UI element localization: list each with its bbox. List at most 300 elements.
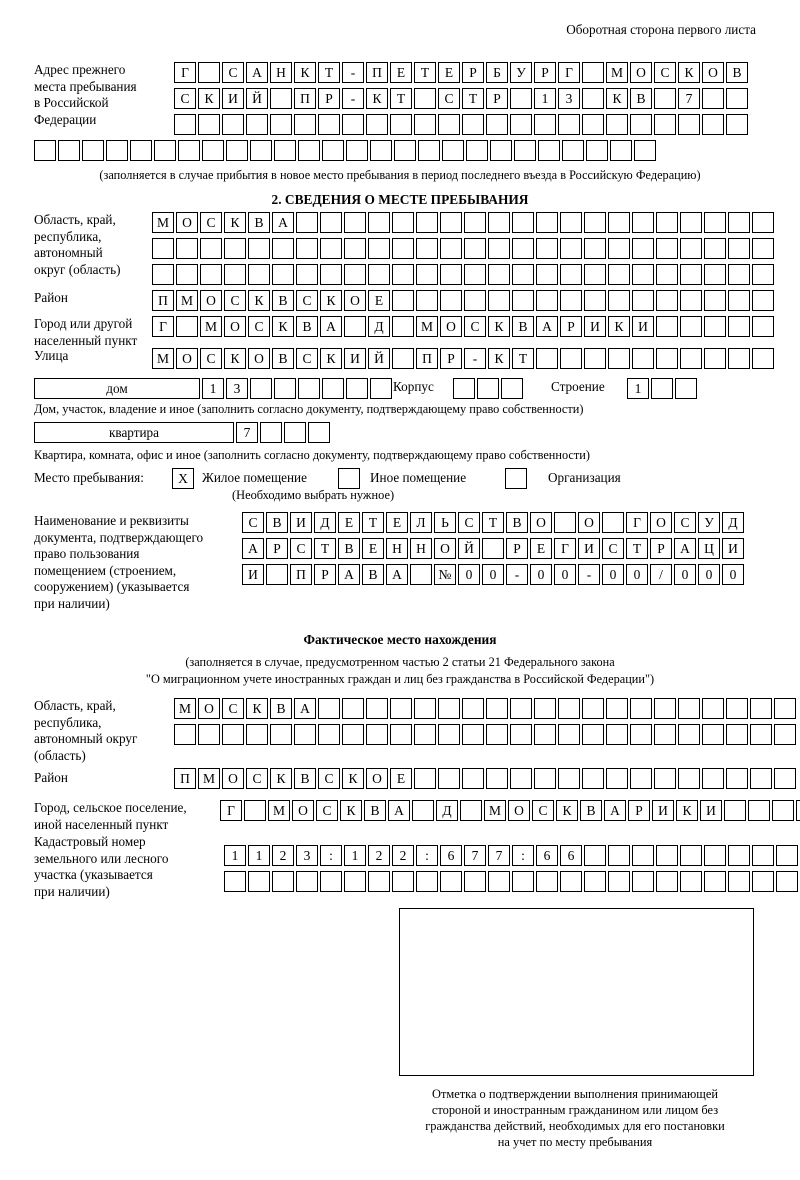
form-cell[interactable]: О: [198, 698, 220, 719]
form-cell[interactable]: У: [510, 62, 532, 83]
form-cell[interactable]: [560, 871, 582, 892]
form-cell[interactable]: [318, 698, 340, 719]
form-cell[interactable]: [654, 698, 676, 719]
form-cell[interactable]: -: [506, 564, 528, 585]
form-cell[interactable]: [198, 114, 220, 135]
form-cell[interactable]: [724, 800, 746, 821]
form-cell[interactable]: Д: [436, 800, 458, 821]
form-cell[interactable]: [510, 724, 532, 745]
form-cell[interactable]: [320, 871, 342, 892]
form-cell[interactable]: [774, 698, 796, 719]
form-cell[interactable]: Р: [314, 564, 336, 585]
form-cell[interactable]: [630, 768, 652, 789]
form-cell[interactable]: [272, 264, 294, 285]
form-cell[interactable]: 0: [530, 564, 552, 585]
form-cell[interactable]: Ь: [434, 512, 456, 533]
form-cell[interactable]: [392, 212, 414, 233]
form-cell[interactable]: С: [532, 800, 554, 821]
form-cell[interactable]: [608, 238, 630, 259]
form-cell[interactable]: К: [488, 316, 510, 337]
form-cell[interactable]: О: [292, 800, 314, 821]
form-cell[interactable]: Е: [390, 768, 412, 789]
form-cell[interactable]: С: [222, 698, 244, 719]
form-cell[interactable]: Е: [390, 62, 412, 83]
form-cell[interactable]: Н: [270, 62, 292, 83]
form-cell[interactable]: [320, 212, 342, 233]
form-cell[interactable]: А: [242, 538, 264, 559]
form-cell[interactable]: В: [362, 564, 384, 585]
form-cell[interactable]: [678, 114, 700, 135]
form-cell[interactable]: [702, 698, 724, 719]
form-cell[interactable]: Л: [410, 512, 432, 533]
form-cell[interactable]: [198, 724, 220, 745]
form-cell[interactable]: [490, 140, 512, 161]
form-cell[interactable]: О: [434, 538, 456, 559]
form-cell[interactable]: [392, 264, 414, 285]
flat-cells[interactable]: [236, 422, 332, 443]
form-cell[interactable]: Р: [534, 62, 556, 83]
form-cell[interactable]: [440, 264, 462, 285]
form-cell[interactable]: [462, 768, 484, 789]
form-cell[interactable]: А: [536, 316, 558, 337]
form-cell[interactable]: К: [246, 698, 268, 719]
form-cell[interactable]: [678, 698, 700, 719]
form-cell[interactable]: С: [438, 88, 460, 109]
form-cell[interactable]: [477, 378, 499, 399]
form-cell[interactable]: [512, 238, 534, 259]
form-cell[interactable]: [344, 264, 366, 285]
form-cell[interactable]: [272, 871, 294, 892]
form-cell[interactable]: [584, 845, 606, 866]
form-cell[interactable]: [438, 698, 460, 719]
form-cell[interactable]: [510, 698, 532, 719]
document-row-1[interactable]: [242, 512, 746, 533]
form-cell[interactable]: С: [242, 512, 264, 533]
form-cell[interactable]: К: [676, 800, 698, 821]
form-cell[interactable]: [582, 724, 604, 745]
form-cell[interactable]: [582, 114, 604, 135]
form-cell[interactable]: 7: [678, 88, 700, 109]
form-cell[interactable]: [608, 348, 630, 369]
form-cell[interactable]: 3: [296, 845, 318, 866]
form-cell[interactable]: [632, 871, 654, 892]
form-cell[interactable]: [560, 264, 582, 285]
form-cell[interactable]: [416, 264, 438, 285]
form-cell[interactable]: [630, 698, 652, 719]
form-cell[interactable]: [438, 768, 460, 789]
form-cell[interactable]: [266, 564, 288, 585]
form-cell[interactable]: [344, 238, 366, 259]
form-cell[interactable]: Г: [626, 512, 648, 533]
form-cell[interactable]: [154, 140, 176, 161]
form-cell[interactable]: [776, 845, 798, 866]
form-cell[interactable]: [248, 871, 270, 892]
form-cell[interactable]: А: [294, 698, 316, 719]
form-cell[interactable]: Г: [558, 62, 580, 83]
form-cell[interactable]: В: [248, 212, 270, 233]
form-cell[interactable]: [414, 724, 436, 745]
form-cell[interactable]: [536, 264, 558, 285]
form-cell[interactable]: [270, 724, 292, 745]
form-cell[interactable]: Г: [152, 316, 174, 337]
form-cell[interactable]: [702, 88, 724, 109]
form-cell[interactable]: А: [386, 564, 408, 585]
cadastral-row-1[interactable]: [224, 845, 800, 866]
form-cell[interactable]: [772, 800, 794, 821]
form-cell[interactable]: А: [272, 212, 294, 233]
form-cell[interactable]: Й: [458, 538, 480, 559]
form-cell[interactable]: Г: [554, 538, 576, 559]
form-cell[interactable]: В: [630, 88, 652, 109]
form-cell[interactable]: [512, 290, 534, 311]
form-cell[interactable]: [610, 140, 632, 161]
form-cell[interactable]: [558, 724, 580, 745]
form-cell[interactable]: В: [294, 768, 316, 789]
actual-city-row[interactable]: [220, 800, 800, 821]
form-cell[interactable]: О: [702, 62, 724, 83]
form-cell[interactable]: [726, 114, 748, 135]
form-cell[interactable]: [680, 871, 702, 892]
form-cell[interactable]: С: [464, 316, 486, 337]
form-cell[interactable]: [464, 290, 486, 311]
form-cell[interactable]: [270, 114, 292, 135]
form-cell[interactable]: О: [530, 512, 552, 533]
form-cell[interactable]: [752, 316, 774, 337]
form-cell[interactable]: [370, 378, 392, 399]
form-cell[interactable]: И: [652, 800, 674, 821]
stamp-box[interactable]: [399, 908, 754, 1076]
form-cell[interactable]: Д: [722, 512, 744, 533]
form-cell[interactable]: [584, 238, 606, 259]
form-cell[interactable]: Г: [220, 800, 242, 821]
form-cell[interactable]: [414, 768, 436, 789]
form-cell[interactable]: [152, 264, 174, 285]
form-cell[interactable]: :: [320, 845, 342, 866]
form-cell[interactable]: Р: [560, 316, 582, 337]
form-cell[interactable]: :: [416, 845, 438, 866]
form-cell[interactable]: [438, 724, 460, 745]
form-cell[interactable]: С: [458, 512, 480, 533]
form-cell[interactable]: [174, 724, 196, 745]
form-cell[interactable]: [702, 768, 724, 789]
house-cells[interactable]: [202, 378, 394, 399]
form-cell[interactable]: [538, 140, 560, 161]
form-cell[interactable]: [704, 264, 726, 285]
form-cell[interactable]: [752, 871, 774, 892]
form-cell[interactable]: [390, 114, 412, 135]
form-cell[interactable]: В: [580, 800, 602, 821]
form-cell[interactable]: К: [224, 212, 246, 233]
form-cell[interactable]: 1: [534, 88, 556, 109]
form-cell[interactable]: [608, 290, 630, 311]
form-cell[interactable]: К: [340, 800, 362, 821]
form-cell[interactable]: Р: [628, 800, 650, 821]
form-cell[interactable]: [320, 264, 342, 285]
form-cell[interactable]: :: [512, 845, 534, 866]
form-cell[interactable]: Й: [246, 88, 268, 109]
form-cell[interactable]: О: [176, 348, 198, 369]
form-cell[interactable]: Р: [440, 348, 462, 369]
form-cell[interactable]: [486, 698, 508, 719]
form-cell[interactable]: [342, 698, 364, 719]
form-cell[interactable]: О: [508, 800, 530, 821]
form-cell[interactable]: [776, 871, 798, 892]
form-cell[interactable]: [342, 724, 364, 745]
form-cell[interactable]: И: [242, 564, 264, 585]
form-cell[interactable]: [608, 871, 630, 892]
form-cell[interactable]: П: [416, 348, 438, 369]
form-cell[interactable]: [368, 871, 390, 892]
document-row-2[interactable]: [242, 538, 746, 559]
form-cell[interactable]: И: [290, 512, 312, 533]
form-cell[interactable]: [366, 724, 388, 745]
form-cell[interactable]: Н: [410, 538, 432, 559]
form-cell[interactable]: [274, 378, 296, 399]
form-cell[interactable]: [536, 871, 558, 892]
form-cell[interactable]: П: [366, 62, 388, 83]
form-cell[interactable]: [296, 212, 318, 233]
form-cell[interactable]: [680, 348, 702, 369]
form-cell[interactable]: [176, 264, 198, 285]
form-cell[interactable]: М: [484, 800, 506, 821]
form-cell[interactable]: К: [342, 768, 364, 789]
form-cell[interactable]: [394, 140, 416, 161]
form-cell[interactable]: М: [200, 316, 222, 337]
form-cell[interactable]: [602, 512, 624, 533]
form-cell[interactable]: В: [296, 316, 318, 337]
form-cell[interactable]: [654, 768, 676, 789]
form-cell[interactable]: 0: [554, 564, 576, 585]
form-cell[interactable]: [178, 140, 200, 161]
form-cell[interactable]: 0: [674, 564, 696, 585]
form-cell[interactable]: [488, 264, 510, 285]
form-cell[interactable]: [680, 212, 702, 233]
form-cell[interactable]: [414, 114, 436, 135]
form-cell[interactable]: [536, 212, 558, 233]
form-cell[interactable]: 1: [344, 845, 366, 866]
form-cell[interactable]: 0: [458, 564, 480, 585]
form-cell[interactable]: В: [506, 512, 528, 533]
form-cell[interactable]: С: [674, 512, 696, 533]
form-cell[interactable]: [58, 140, 80, 161]
form-cell[interactable]: [246, 114, 268, 135]
form-cell[interactable]: [412, 800, 434, 821]
form-cell[interactable]: [462, 114, 484, 135]
form-cell[interactable]: [728, 264, 750, 285]
form-cell[interactable]: [554, 512, 576, 533]
form-cell[interactable]: [512, 871, 534, 892]
form-cell[interactable]: [748, 800, 770, 821]
form-cell[interactable]: [512, 212, 534, 233]
form-cell[interactable]: [510, 114, 532, 135]
form-cell[interactable]: [704, 871, 726, 892]
form-cell[interactable]: С: [654, 62, 676, 83]
form-cell[interactable]: [222, 114, 244, 135]
form-cell[interactable]: [368, 238, 390, 259]
form-cell[interactable]: [651, 378, 673, 399]
form-cell[interactable]: [752, 290, 774, 311]
form-cell[interactable]: И: [578, 538, 600, 559]
form-cell[interactable]: А: [320, 316, 342, 337]
form-cell[interactable]: С: [222, 62, 244, 83]
form-cell[interactable]: [606, 114, 628, 135]
form-cell[interactable]: [320, 238, 342, 259]
form-cell[interactable]: М: [198, 768, 220, 789]
form-cell[interactable]: В: [364, 800, 386, 821]
form-cell[interactable]: С: [318, 768, 340, 789]
form-cell[interactable]: А: [604, 800, 626, 821]
form-cell[interactable]: 2: [368, 845, 390, 866]
form-cell[interactable]: [582, 88, 604, 109]
form-cell[interactable]: В: [272, 348, 294, 369]
form-cell[interactable]: [416, 871, 438, 892]
form-cell[interactable]: С: [296, 348, 318, 369]
form-cell[interactable]: Т: [512, 348, 534, 369]
form-cell[interactable]: [584, 264, 606, 285]
form-cell[interactable]: [654, 724, 676, 745]
form-cell[interactable]: [634, 140, 656, 161]
form-cell[interactable]: [656, 264, 678, 285]
form-cell[interactable]: К: [224, 348, 246, 369]
form-cell[interactable]: [562, 140, 584, 161]
form-cell[interactable]: [318, 724, 340, 745]
form-cell[interactable]: [296, 238, 318, 259]
form-cell[interactable]: [486, 724, 508, 745]
form-cell[interactable]: К: [270, 768, 292, 789]
form-cell[interactable]: [410, 564, 432, 585]
form-cell[interactable]: И: [344, 348, 366, 369]
form-cell[interactable]: И: [700, 800, 722, 821]
form-cell[interactable]: И: [632, 316, 654, 337]
form-cell[interactable]: [442, 140, 464, 161]
form-cell[interactable]: [342, 114, 364, 135]
form-cell[interactable]: Т: [482, 512, 504, 533]
form-cell[interactable]: [368, 212, 390, 233]
form-cell[interactable]: [796, 800, 800, 821]
form-cell[interactable]: [560, 238, 582, 259]
form-cell[interactable]: [680, 316, 702, 337]
form-cell[interactable]: К: [272, 316, 294, 337]
form-cell[interactable]: П: [152, 290, 174, 311]
form-cell[interactable]: [462, 724, 484, 745]
form-cell[interactable]: Т: [390, 88, 412, 109]
form-cell[interactable]: В: [266, 512, 288, 533]
form-cell[interactable]: [608, 845, 630, 866]
form-cell[interactable]: [392, 348, 414, 369]
form-cell[interactable]: В: [272, 290, 294, 311]
form-cell[interactable]: [656, 871, 678, 892]
form-cell[interactable]: О: [248, 348, 270, 369]
form-cell[interactable]: С: [316, 800, 338, 821]
form-cell[interactable]: [514, 140, 536, 161]
form-cell[interactable]: [488, 238, 510, 259]
form-cell[interactable]: [752, 845, 774, 866]
form-cell[interactable]: Р: [486, 88, 508, 109]
form-cell[interactable]: М: [152, 212, 174, 233]
form-cell[interactable]: [366, 114, 388, 135]
form-cell[interactable]: [726, 724, 748, 745]
form-cell[interactable]: [630, 114, 652, 135]
form-cell[interactable]: К: [488, 348, 510, 369]
form-cell[interactable]: [582, 698, 604, 719]
form-cell[interactable]: [464, 238, 486, 259]
form-cell[interactable]: [536, 348, 558, 369]
form-cell[interactable]: [34, 140, 56, 161]
korpus-cells[interactable]: [453, 378, 525, 399]
form-cell[interactable]: Г: [174, 62, 196, 83]
form-cell[interactable]: [704, 348, 726, 369]
form-cell[interactable]: [534, 768, 556, 789]
form-cell[interactable]: [224, 238, 246, 259]
form-cell[interactable]: [198, 62, 220, 83]
form-cell[interactable]: О: [200, 290, 222, 311]
form-cell[interactable]: [248, 238, 270, 259]
form-cell[interactable]: [308, 422, 330, 443]
form-cell[interactable]: Е: [386, 512, 408, 533]
prev-address-row-2[interactable]: [174, 88, 750, 109]
form-cell[interactable]: [344, 871, 366, 892]
form-cell[interactable]: [453, 378, 475, 399]
form-cell[interactable]: /: [650, 564, 672, 585]
form-cell[interactable]: [322, 378, 344, 399]
form-cell[interactable]: [294, 724, 316, 745]
form-cell[interactable]: [130, 140, 152, 161]
form-cell[interactable]: Е: [438, 62, 460, 83]
form-cell[interactable]: [176, 238, 198, 259]
prev-address-row-4[interactable]: [34, 140, 658, 161]
region-row-1[interactable]: [152, 212, 776, 233]
form-cell[interactable]: [675, 378, 697, 399]
form-cell[interactable]: Р: [266, 538, 288, 559]
form-cell[interactable]: [270, 88, 292, 109]
form-cell[interactable]: [656, 845, 678, 866]
form-cell[interactable]: [224, 264, 246, 285]
form-cell[interactable]: [322, 140, 344, 161]
form-cell[interactable]: [224, 871, 246, 892]
form-cell[interactable]: И: [222, 88, 244, 109]
form-cell[interactable]: 3: [558, 88, 580, 109]
form-cell[interactable]: [534, 698, 556, 719]
form-cell[interactable]: В: [270, 698, 292, 719]
form-cell[interactable]: [152, 238, 174, 259]
form-cell[interactable]: [560, 348, 582, 369]
form-cell[interactable]: [222, 724, 244, 745]
form-cell[interactable]: [536, 238, 558, 259]
form-cell[interactable]: О: [224, 316, 246, 337]
form-cell[interactable]: К: [320, 290, 342, 311]
form-cell[interactable]: [501, 378, 523, 399]
form-cell[interactable]: [704, 845, 726, 866]
form-cell[interactable]: А: [388, 800, 410, 821]
form-cell[interactable]: [344, 316, 366, 337]
form-cell[interactable]: 6: [536, 845, 558, 866]
form-cell[interactable]: К: [294, 62, 316, 83]
form-cell[interactable]: [606, 768, 628, 789]
form-cell[interactable]: 1: [224, 845, 246, 866]
form-cell[interactable]: [226, 140, 248, 161]
form-cell[interactable]: [174, 114, 196, 135]
form-cell[interactable]: П: [290, 564, 312, 585]
form-cell[interactable]: [632, 845, 654, 866]
form-cell[interactable]: [558, 768, 580, 789]
form-cell[interactable]: 6: [560, 845, 582, 866]
form-cell[interactable]: 1: [202, 378, 224, 399]
form-cell[interactable]: [584, 348, 606, 369]
prev-address-row-1[interactable]: [174, 62, 750, 83]
form-cell[interactable]: [656, 316, 678, 337]
form-cell[interactable]: [678, 768, 700, 789]
form-cell[interactable]: [558, 698, 580, 719]
